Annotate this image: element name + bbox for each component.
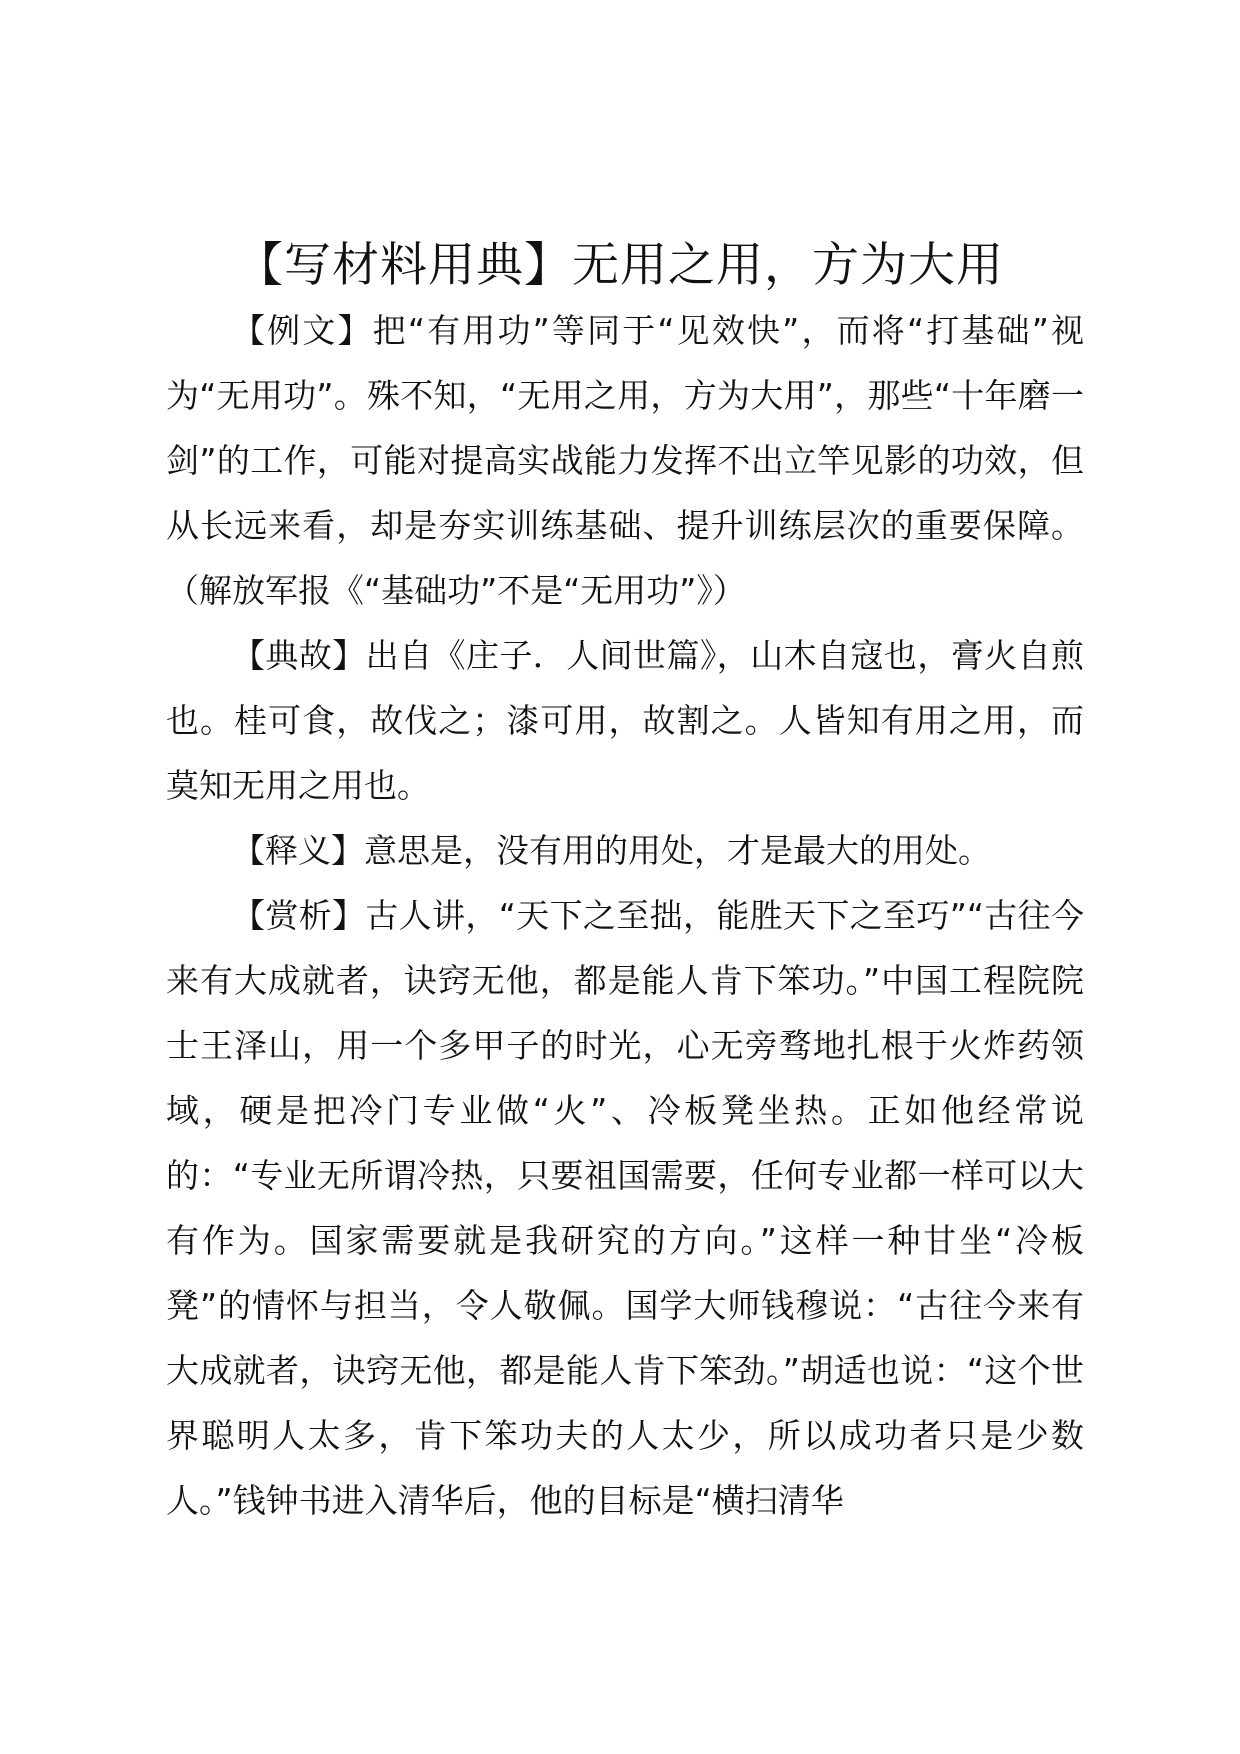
document-body [166,298,1084,1533]
document-title: 【写材料用典】无用之用，方为大用 [236,238,1004,293]
paragraph-meaning: 【释义】意思是，没有用的用处，才是最大的用处。 [232,831,991,870]
paragraph-analysis: 【赏析】古人讲，“天下之至拙，能胜天下之至巧”“古往今来有大成就者，诀窍无他，都是能人肯下笨功。”中国工程院院士王泽山，用一个多甲子的时光，心无旁骛地扎根于火炸药领域，硬是把冷门专业做“火”、冷板凳坐热。正如他经常说的：“专业无所谓冷热，只要祖国需要，任何专业都一样可以大有作为。国家需要就是我研究的方向。”这样一种甘坐“冷板凳”的情怀与担当，令人敬佩。国学大师钱穆说：“古往今来有大成就者，诀窍无他，都是能人肯下笨劲。”胡适也说：“这个世界聪明人太多，肯下笨功夫的人太少，所以成功者只是少数人。”钱钟书进入清华后，他的目标是“横扫清华 [166,896,1084,1520]
paragraph-example: 【例文】把“有用功”等同于“见效快”，而将“打基础”视为“无用功”。殊不知，“无用之用，方为大用”，那些“十年磨一剑”的工作，可能对提高实战能力发挥不出立竿见影的功效，但从长远来看，却是夯实训练基础、提升训练层次的重要保障。（解放军报《“基础功”不是“无用功”》） [166,311,1084,610]
paragraph-allusion: 【典故】出自《庄子．人间世篇》，山木自寇也，膏火自煎也。桂可食，故伐之；漆可用，故割之。人皆知有用之用，而莫知无用之用也。 [166,636,1084,805]
